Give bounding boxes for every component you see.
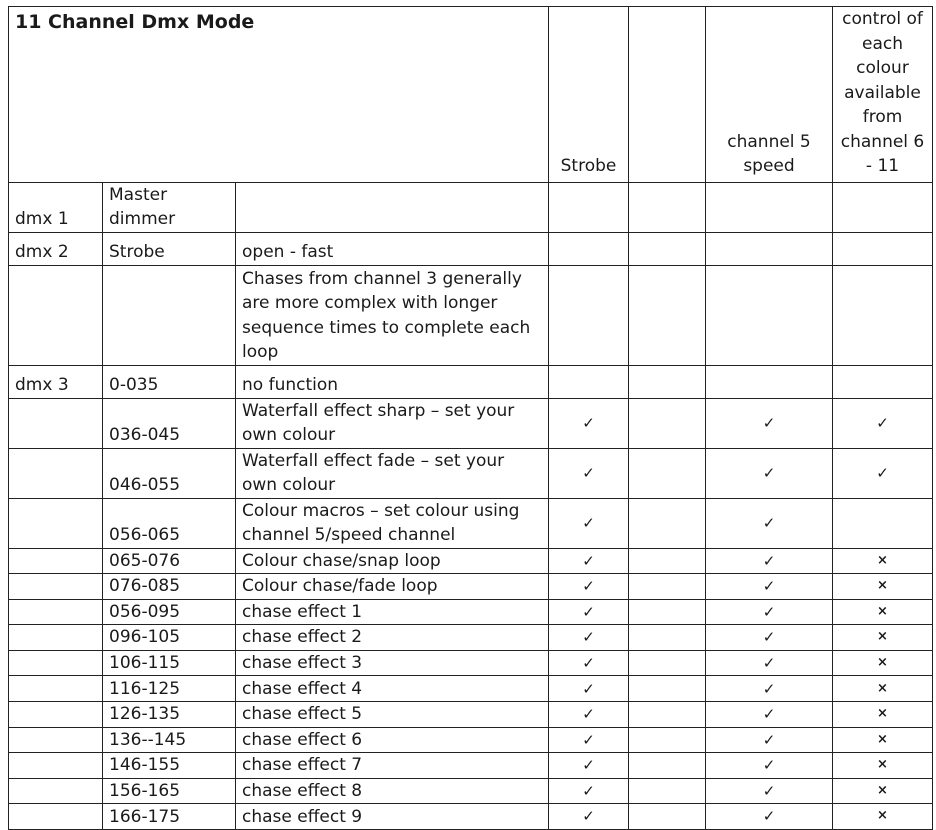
cell-blank bbox=[629, 804, 706, 830]
cell-dmx-value: 136--145 bbox=[103, 727, 236, 753]
cell-function: open - fast bbox=[236, 232, 549, 265]
cell-strobe-mark: ✓ bbox=[549, 625, 629, 651]
cell-dmx-value: 166-175 bbox=[103, 804, 236, 830]
cell-strobe-mark bbox=[549, 182, 629, 232]
cell-function: Colour chase/snap loop bbox=[236, 548, 549, 574]
cell-speed-mark: ✓ bbox=[706, 448, 833, 498]
cell-dmx-value: 126-135 bbox=[103, 702, 236, 728]
cell-strobe-mark bbox=[549, 265, 629, 365]
cell-strobe-mark: ✓ bbox=[549, 599, 629, 625]
cell-dmx-channel bbox=[9, 753, 103, 779]
cell-dmx-value: 0-035 bbox=[103, 365, 236, 398]
cell-function: Waterfall effect sharp – set your own colour bbox=[236, 398, 549, 448]
cell-function: chase effect 8 bbox=[236, 778, 549, 804]
cell-blank bbox=[629, 398, 706, 448]
cell-blank bbox=[629, 676, 706, 702]
cell-speed-mark: ✓ bbox=[706, 804, 833, 830]
cell-strobe-mark: ✓ bbox=[549, 498, 629, 548]
cell-function: Colour macros – set colour using channel 5/speed channel bbox=[236, 498, 549, 548]
table-row bbox=[9, 676, 933, 702]
cell-dmx-channel: dmx 2 bbox=[9, 232, 103, 265]
cell-colour-mark: × bbox=[833, 548, 933, 574]
cell-speed-mark: ✓ bbox=[706, 702, 833, 728]
header-strobe: Strobe bbox=[549, 7, 629, 183]
cell-strobe-mark: ✓ bbox=[549, 676, 629, 702]
table-row bbox=[9, 625, 933, 651]
cell-function: chase effect 5 bbox=[236, 702, 549, 728]
table-title: 11 Channel Dmx Mode bbox=[9, 7, 549, 183]
table-row bbox=[9, 778, 933, 804]
table-row bbox=[9, 599, 933, 625]
cell-strobe-mark: ✓ bbox=[549, 398, 629, 448]
cell-dmx-value: 116-125 bbox=[103, 676, 236, 702]
header-row bbox=[9, 7, 933, 183]
cell-speed-mark: ✓ bbox=[706, 574, 833, 600]
cell-colour-mark: × bbox=[833, 727, 933, 753]
cell-blank bbox=[629, 599, 706, 625]
cell-dmx-channel bbox=[9, 448, 103, 498]
cell-dmx-value: 106-115 bbox=[103, 650, 236, 676]
cell-strobe-mark: ✓ bbox=[549, 448, 629, 498]
cell-blank bbox=[629, 727, 706, 753]
cell-dmx-value: 036-045 bbox=[103, 398, 236, 448]
cell-strobe-mark: ✓ bbox=[549, 650, 629, 676]
table-row bbox=[9, 232, 933, 265]
table-row bbox=[9, 548, 933, 574]
cell-function: chase effect 6 bbox=[236, 727, 549, 753]
table-row bbox=[9, 498, 933, 548]
cell-strobe-mark: ✓ bbox=[549, 753, 629, 779]
cell-speed-mark bbox=[706, 182, 833, 232]
cell-colour-mark bbox=[833, 365, 933, 398]
cell-dmx-value: 096-105 bbox=[103, 625, 236, 651]
cell-colour-mark: × bbox=[833, 804, 933, 830]
cell-speed-mark: ✓ bbox=[706, 727, 833, 753]
cell-dmx-channel bbox=[9, 676, 103, 702]
cell-dmx-channel bbox=[9, 650, 103, 676]
cell-strobe-mark: ✓ bbox=[549, 702, 629, 728]
cell-strobe-mark: ✓ bbox=[549, 548, 629, 574]
cell-function: chase effect 1 bbox=[236, 599, 549, 625]
table-row bbox=[9, 753, 933, 779]
table-row bbox=[9, 702, 933, 728]
cell-strobe-mark: ✓ bbox=[549, 727, 629, 753]
cell-function: Waterfall effect fade – set your own colour bbox=[236, 448, 549, 498]
cell-function: chase effect 4 bbox=[236, 676, 549, 702]
cell-dmx-value: 046-055 bbox=[103, 448, 236, 498]
cell-function: no function bbox=[236, 365, 549, 398]
cell-function: Chases from channel 3 generally are more complex with longer sequence times to complete each loop bbox=[236, 265, 549, 365]
cell-dmx-channel bbox=[9, 778, 103, 804]
cell-colour-mark: × bbox=[833, 778, 933, 804]
cell-blank bbox=[629, 265, 706, 365]
cell-speed-mark bbox=[706, 232, 833, 265]
table-row bbox=[9, 265, 933, 365]
cell-colour-mark: × bbox=[833, 650, 933, 676]
cell-blank bbox=[629, 778, 706, 804]
cell-speed-mark bbox=[706, 365, 833, 398]
table-row bbox=[9, 727, 933, 753]
cell-blank bbox=[629, 650, 706, 676]
cell-dmx-channel bbox=[9, 265, 103, 365]
cell-strobe-mark bbox=[549, 365, 629, 398]
cell-function: chase effect 7 bbox=[236, 753, 549, 779]
cell-function: chase effect 9 bbox=[236, 804, 549, 830]
cell-speed-mark: ✓ bbox=[706, 599, 833, 625]
cell-dmx-value bbox=[103, 265, 236, 365]
cell-colour-mark bbox=[833, 232, 933, 265]
cell-speed-mark: ✓ bbox=[706, 548, 833, 574]
cell-function bbox=[236, 182, 549, 232]
cell-blank bbox=[629, 548, 706, 574]
cell-speed-mark bbox=[706, 265, 833, 365]
cell-colour-mark bbox=[833, 182, 933, 232]
cell-blank bbox=[629, 448, 706, 498]
cell-speed-mark: ✓ bbox=[706, 753, 833, 779]
cell-speed-mark: ✓ bbox=[706, 625, 833, 651]
cell-dmx-channel bbox=[9, 625, 103, 651]
cell-dmx-value: 065-076 bbox=[103, 548, 236, 574]
cell-strobe-mark: ✓ bbox=[549, 778, 629, 804]
cell-dmx-channel bbox=[9, 398, 103, 448]
table-row bbox=[9, 804, 933, 830]
cell-dmx-channel: dmx 1 bbox=[9, 182, 103, 232]
cell-colour-mark: ✓ bbox=[833, 448, 933, 498]
cell-dmx-channel bbox=[9, 498, 103, 548]
cell-colour-mark: × bbox=[833, 753, 933, 779]
cell-dmx-value: 056-095 bbox=[103, 599, 236, 625]
header-channel5-speed: channel 5 speed bbox=[706, 7, 833, 183]
cell-dmx-channel: dmx 3 bbox=[9, 365, 103, 398]
cell-blank bbox=[629, 365, 706, 398]
cell-strobe-mark bbox=[549, 232, 629, 265]
cell-dmx-channel bbox=[9, 599, 103, 625]
header-colour-control: control of each colour available from channel 6 - 11 bbox=[833, 7, 933, 183]
cell-blank bbox=[629, 498, 706, 548]
cell-dmx-value: 146-155 bbox=[103, 753, 236, 779]
cell-dmx-channel bbox=[9, 702, 103, 728]
cell-dmx-channel bbox=[9, 574, 103, 600]
cell-dmx-value: Strobe bbox=[103, 232, 236, 265]
header-blank bbox=[629, 7, 706, 183]
cell-function: Colour chase/fade loop bbox=[236, 574, 549, 600]
table-row bbox=[9, 398, 933, 448]
cell-colour-mark: × bbox=[833, 574, 933, 600]
cell-dmx-channel bbox=[9, 548, 103, 574]
cell-colour-mark: ✓ bbox=[833, 398, 933, 448]
cell-speed-mark: ✓ bbox=[706, 676, 833, 702]
cell-blank bbox=[629, 182, 706, 232]
cell-dmx-channel bbox=[9, 804, 103, 830]
table-row bbox=[9, 182, 933, 232]
cell-dmx-value: 076-085 bbox=[103, 574, 236, 600]
cell-dmx-channel bbox=[9, 727, 103, 753]
cell-colour-mark: × bbox=[833, 625, 933, 651]
cell-speed-mark: ✓ bbox=[706, 398, 833, 448]
cell-speed-mark: ✓ bbox=[706, 778, 833, 804]
cell-blank bbox=[629, 625, 706, 651]
cell-strobe-mark: ✓ bbox=[549, 574, 629, 600]
table-row bbox=[9, 448, 933, 498]
table-row bbox=[9, 650, 933, 676]
cell-dmx-value: 056-065 bbox=[103, 498, 236, 548]
cell-function: chase effect 3 bbox=[236, 650, 549, 676]
cell-colour-mark: × bbox=[833, 676, 933, 702]
table-row bbox=[9, 365, 933, 398]
cell-speed-mark: ✓ bbox=[706, 650, 833, 676]
cell-colour-mark bbox=[833, 265, 933, 365]
cell-strobe-mark: ✓ bbox=[549, 804, 629, 830]
cell-speed-mark: ✓ bbox=[706, 498, 833, 548]
table-row bbox=[9, 574, 933, 600]
cell-blank bbox=[629, 702, 706, 728]
cell-blank bbox=[629, 232, 706, 265]
cell-colour-mark: × bbox=[833, 599, 933, 625]
cell-blank bbox=[629, 574, 706, 600]
cell-dmx-value: 156-165 bbox=[103, 778, 236, 804]
cell-function: chase effect 2 bbox=[236, 625, 549, 651]
cell-blank bbox=[629, 753, 706, 779]
cell-colour-mark: × bbox=[833, 702, 933, 728]
cell-colour-mark bbox=[833, 498, 933, 548]
cell-dmx-value: Master dimmer bbox=[103, 182, 236, 232]
dmx-channel-table bbox=[8, 6, 933, 830]
